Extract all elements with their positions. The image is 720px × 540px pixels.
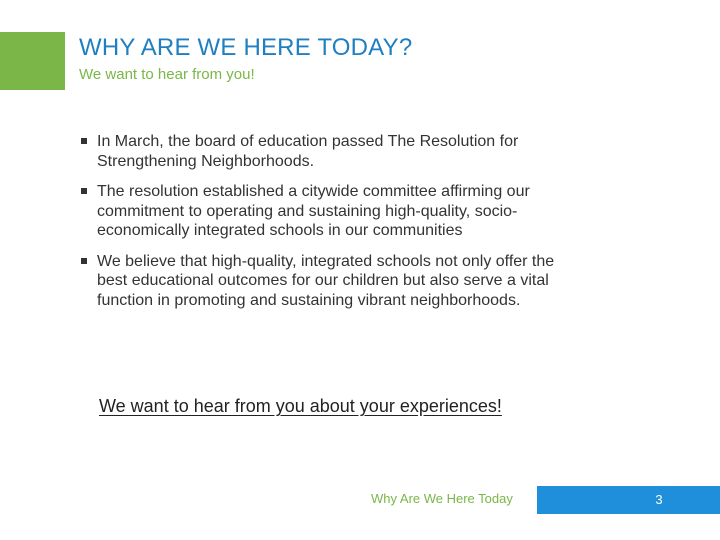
- bullet-item: [81, 252, 571, 311]
- bullet-text: We believe that high-quality, integrated schools not only offer the best educational outcomes for our children but also serve a vital function in promoting and sustaining vibrant neighborhoods.: [97, 252, 555, 309]
- bullet-text: The resolution established a citywide committee affirming our commitment to operating and sustaining high-quality, socio-economically integrated schools in our communities: [97, 183, 530, 239]
- square-bullet-icon: [81, 258, 87, 264]
- slide-title: WHY ARE WE HERE TODAY?: [79, 34, 413, 61]
- square-bullet-icon: [81, 138, 87, 144]
- title-accent-block: [0, 32, 65, 90]
- bullet-text: In March, the board of education passed The Resolution for Strengthening Neighborhoods.: [97, 133, 519, 170]
- footer-bar: [537, 486, 720, 514]
- bullet-list: [81, 132, 571, 321]
- page-number: 3: [655, 492, 663, 507]
- bullet-item: [81, 132, 571, 171]
- square-bullet-icon: [81, 188, 87, 194]
- bullet-item: [81, 182, 571, 241]
- footer-label: Why Are We Here Today: [371, 491, 513, 506]
- slide-subtitle: We want to hear from you!: [79, 66, 255, 83]
- call-to-action: We want to hear from you about your experiences!: [99, 396, 502, 416]
